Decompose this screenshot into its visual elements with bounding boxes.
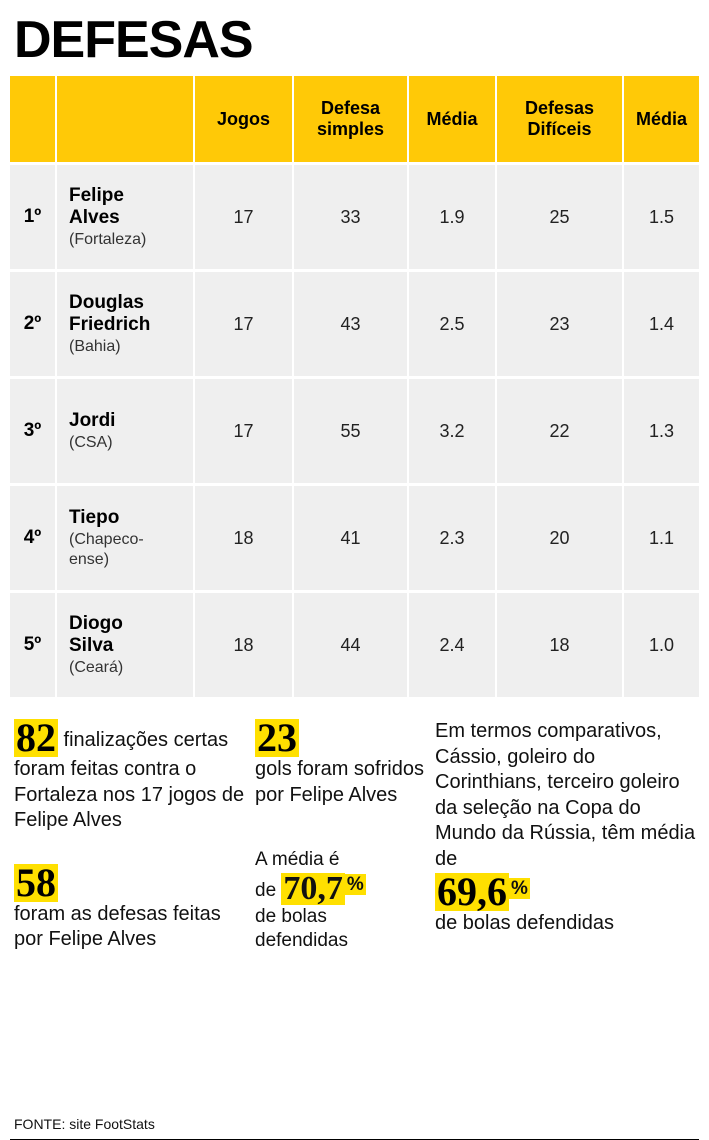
cell-rank: 3º xyxy=(10,378,56,485)
header-line-1: Defesas xyxy=(524,98,595,119)
fact-number-23: 23 xyxy=(257,715,297,760)
facts-column-2 xyxy=(255,715,435,953)
facts-section xyxy=(10,715,699,953)
source-note: FONTE: site FootStats xyxy=(14,1116,155,1132)
column-header-media-simples: Média xyxy=(408,76,496,164)
table-row xyxy=(10,485,699,592)
cell-rank: 1º xyxy=(10,164,56,271)
fact-text-58: foram as defesas feitas por Felipe Alves xyxy=(14,902,221,951)
cell-jogos: 18 xyxy=(194,485,293,592)
fact-saves-made xyxy=(14,859,255,953)
player-name-line-1: Diogo xyxy=(69,612,123,634)
cell-defesas-dificeis: 22 xyxy=(496,378,623,485)
cell-defesas-dificeis: 25 xyxy=(496,164,623,271)
table-row xyxy=(10,378,699,485)
player-club-line-2: ense) xyxy=(69,550,110,568)
cell-player xyxy=(56,271,194,378)
column-header-rank xyxy=(10,76,56,164)
cell-media-dificeis: 1.0 xyxy=(623,592,699,698)
page-title: DEFESAS xyxy=(14,11,253,69)
cell-media-simples: 3.2 xyxy=(408,378,496,485)
cell-rank: 4º xyxy=(10,485,56,592)
fact-number-696: 69,6 xyxy=(437,868,507,914)
column-header-defesa-simples xyxy=(293,76,408,164)
column-header-defesas-dificeis xyxy=(496,76,623,164)
cell-media-dificeis: 1.1 xyxy=(623,485,699,592)
player-club: (Fortaleza) xyxy=(69,230,147,248)
fact-text-post-1: de bolas xyxy=(255,905,327,927)
player-name-line-2: Silva xyxy=(69,634,114,656)
cell-player xyxy=(56,592,194,698)
fact-number-707: 70,7 xyxy=(283,869,343,907)
header-line-2: simples xyxy=(316,119,385,139)
cell-defesa-simples: 41 xyxy=(293,485,408,592)
fact-text-post-2: defendidas xyxy=(255,930,348,952)
player-club: (Ceará) xyxy=(69,658,124,676)
cell-media-simples: 2.5 xyxy=(408,271,496,378)
table-row xyxy=(10,271,699,378)
player-name-line-1: Douglas xyxy=(69,291,144,313)
column-header-media-dificeis: Média xyxy=(623,76,699,164)
cell-defesa-simples: 44 xyxy=(293,592,408,698)
fact-save-percentage xyxy=(255,848,435,953)
cell-media-dificeis: 1.3 xyxy=(623,378,699,485)
fact-number-82: 82 xyxy=(16,715,56,760)
cell-jogos: 18 xyxy=(194,592,293,698)
fact-text-de: de xyxy=(255,879,282,901)
table-body xyxy=(10,164,699,698)
fact-text-cassio-post: de bolas defendidas xyxy=(435,911,615,934)
cell-defesa-simples: 43 xyxy=(293,271,408,378)
fact-text-average-pre: A média é xyxy=(255,849,340,871)
fact-text-23: gols foram sofridos por Felipe Alves xyxy=(255,758,424,806)
table-row xyxy=(10,592,699,698)
table-header xyxy=(10,76,699,164)
fact-number-58: 58 xyxy=(16,859,56,905)
fact-cassio-comparison xyxy=(435,719,699,936)
player-name-line-1: Tiepo xyxy=(69,506,120,528)
cell-defesa-simples: 33 xyxy=(293,164,408,271)
facts-column-3 xyxy=(435,719,699,953)
cell-media-simples: 2.4 xyxy=(408,592,496,698)
cell-media-simples: 1.9 xyxy=(408,164,496,271)
cell-player xyxy=(56,485,194,592)
header-line-1: Defesa xyxy=(320,98,381,119)
player-club: (Bahia) xyxy=(69,337,121,355)
table-row xyxy=(10,164,699,271)
cell-player xyxy=(56,164,194,271)
player-club: (Chapeco- xyxy=(69,530,144,548)
player-name-line-1: Jordi xyxy=(69,409,116,431)
cell-defesas-dificeis: 18 xyxy=(496,592,623,698)
player-club: (CSA) xyxy=(69,433,113,451)
fact-percent-sign-2: % xyxy=(511,877,528,899)
fact-shots-on-target xyxy=(14,715,255,834)
column-header-jogos: Jogos xyxy=(194,76,293,164)
cell-rank: 5º xyxy=(10,592,56,698)
cell-media-dificeis: 1.5 xyxy=(623,164,699,271)
header-line-2: Difíceis xyxy=(527,119,592,139)
fact-text-82: finalizações certas foram feitas contra o Fortaleza nos 17 jogos de Felipe Alves xyxy=(14,729,245,832)
cell-defesa-simples: 55 xyxy=(293,378,408,485)
cell-media-simples: 2.3 xyxy=(408,485,496,592)
facts-column-1 xyxy=(10,715,255,953)
cell-media-dificeis: 1.4 xyxy=(623,271,699,378)
cell-jogos: 17 xyxy=(194,271,293,378)
player-name-line-2: Alves xyxy=(69,206,120,228)
column-header-player xyxy=(56,76,194,164)
cell-defesas-dificeis: 23 xyxy=(496,271,623,378)
fact-goals-conceded xyxy=(255,715,435,808)
fact-text-cassio: Em termos comparativos, Cássio, goleiro do Corinthians, terceiro goleiro da seleção na Copa do Mundo da Rússia, têm média de xyxy=(435,720,696,870)
cell-player xyxy=(56,378,194,485)
player-name-line-2: Friedrich xyxy=(69,313,151,335)
cell-defesas-dificeis: 20 xyxy=(496,485,623,592)
goalkeeper-stats-table xyxy=(10,76,699,697)
cell-jogos: 17 xyxy=(194,378,293,485)
player-name-line-1: Felipe xyxy=(69,184,124,206)
cell-rank: 2º xyxy=(10,271,56,378)
cell-jogos: 17 xyxy=(194,164,293,271)
fact-percent-sign: % xyxy=(346,873,364,895)
